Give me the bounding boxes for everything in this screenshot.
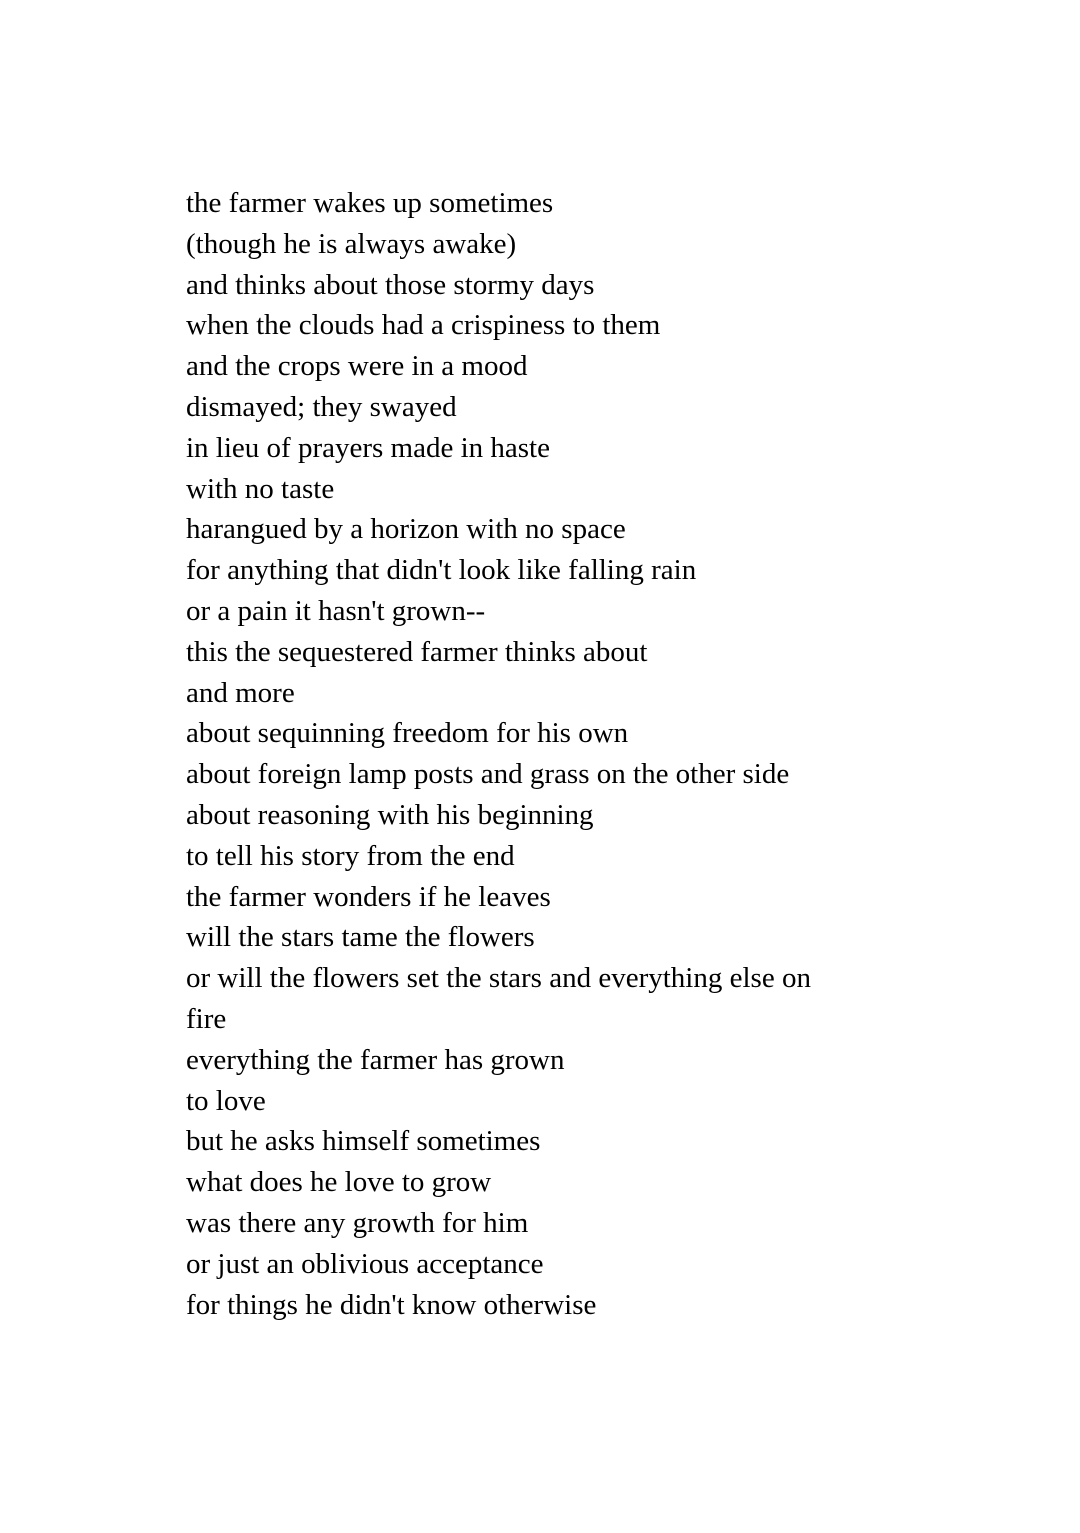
poem-line: and thinks about those stormy days (186, 268, 595, 301)
poem-line: for anything that didn't look like falling rain (186, 554, 697, 587)
poem-line: for things he didn't know otherwise (186, 1288, 597, 1321)
poem-line: or will the flowers set the stars and everything else on (186, 962, 811, 995)
poem-line: about foreign lamp posts and grass on the other side (186, 758, 790, 791)
poem-line: dismayed; they swayed (186, 390, 457, 423)
poem-line: the farmer wonders if he leaves (186, 880, 551, 913)
poem-line: to tell his story from the end (186, 839, 515, 872)
poem-body (186, 183, 886, 1325)
poem-line: to love (186, 1084, 266, 1117)
poem-line: about sequinning freedom for his own (186, 717, 629, 750)
poem-line: the farmer wakes up sometimes (186, 187, 554, 219)
poem-line: and more (186, 676, 295, 709)
poem-line: in lieu of prayers made in haste (186, 431, 550, 464)
poem-line: about reasoning with his beginning (186, 798, 594, 831)
poem-line: or a pain it hasn't grown-- (186, 594, 486, 627)
poem-line: will the stars tame the flowers (186, 921, 535, 954)
poem-line: with no taste (186, 472, 335, 505)
poem-line: what does he love to grow (186, 1166, 492, 1199)
poem-line: was there any growth for him (186, 1206, 529, 1239)
poem-line: but he asks himself sometimes (186, 1125, 541, 1158)
poem-line: harangued by a horizon with no space (186, 513, 626, 546)
poem-line: fire (186, 1002, 227, 1035)
poem-line: and the crops were in a mood (186, 350, 528, 383)
poem-line: when the clouds had a crispiness to them (186, 309, 661, 342)
poem-line: (though he is always awake) (186, 227, 517, 260)
poem-line: everything the farmer has grown (186, 1043, 565, 1076)
poem-line: this the sequestered farmer thinks about (186, 635, 648, 668)
poem-line: or just an oblivious acceptance (186, 1247, 544, 1280)
